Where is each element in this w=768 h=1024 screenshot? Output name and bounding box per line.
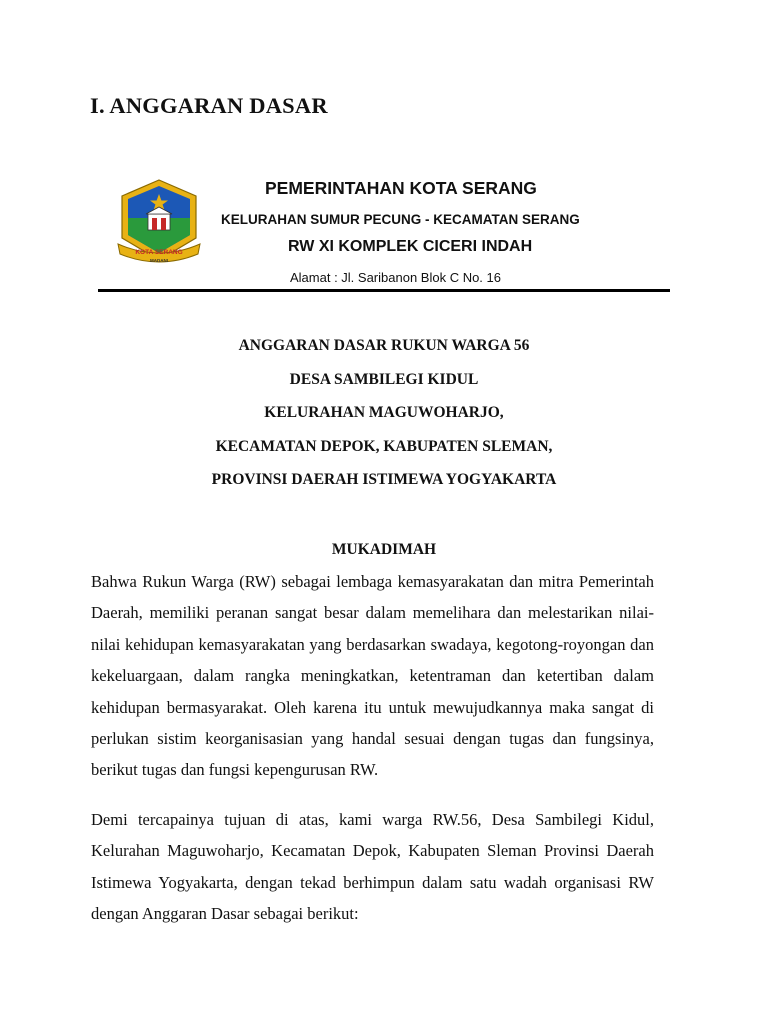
emblem-motto-text: MADANI xyxy=(150,258,168,263)
mukadimah-heading: MUKADIMAH xyxy=(331,541,437,558)
title-line: PROVINSI DAERAH ISTIMEWA YOGYAKARTA xyxy=(211,471,557,488)
section-heading: I. ANGGARAN DASAR xyxy=(90,93,328,118)
title-line: ANGGARAN DASAR RUKUN WARGA 56 xyxy=(238,337,530,354)
letterhead-divider xyxy=(98,289,670,292)
kota-serang-emblem-icon xyxy=(116,178,202,268)
paragraph: Bahwa Rukun Warga (RW) sebagai lembaga kemasyarakatan dan mitra Pemerintah Daerah, memiliki peranan sangat besar dalam memelihara dan melestarikan nilai-nilai kehidupan kemasyarakatan yang berdasarkan swadaya, kegotong-royongan dan kekeluargaan, dalam rangka meningkatkan, ketentraman dan ketertiban dalam kehidupan bermasyarakat. Oleh karena itu untuk mewujudkannya maka sangat di perlukan sistim keorganisasian yang handal sesuai dengan tugas dan fungsinya, berikut tugas dan fungsi kepengurusan RW. xyxy=(91,572,654,780)
title-line: KECAMATAN DEPOK, KABUPATEN SLEMAN, xyxy=(215,437,553,455)
letterhead-district: KELURAHAN SUMUR PECUNG - KECAMATAN SERANG xyxy=(221,212,580,227)
letterhead-address: Alamat : Jl. Saribanon Blok C No. 16 xyxy=(290,270,501,285)
letterhead xyxy=(98,170,670,295)
letterhead-government: PEMERINTAHAN KOTA SERANG xyxy=(265,178,537,198)
paragraph: Demi tercapainya tujuan di atas, kami warga RW.56, Desa Sambilegi Kidul, Kelurahan Maguwoharjo, Kecamatan Depok, Kabupaten Sleman Provinsi Daerah Istimewa Yogyakarta, dengan tekad berhimpun dalam satu wadah organisasi RW dengan Anggaran Dasar sebagai berikut: xyxy=(91,810,654,924)
emblem-ribbon-text: KOTA SERANG xyxy=(135,249,183,256)
title-line: KELURAHAN MAGUWOHARJO, xyxy=(264,404,504,421)
letterhead-rw: RW XI KOMPLEK CICERI INDAH xyxy=(288,238,533,255)
title-line: DESA SAMBILEGI KIDUL xyxy=(289,370,479,388)
document-title xyxy=(0,335,768,503)
